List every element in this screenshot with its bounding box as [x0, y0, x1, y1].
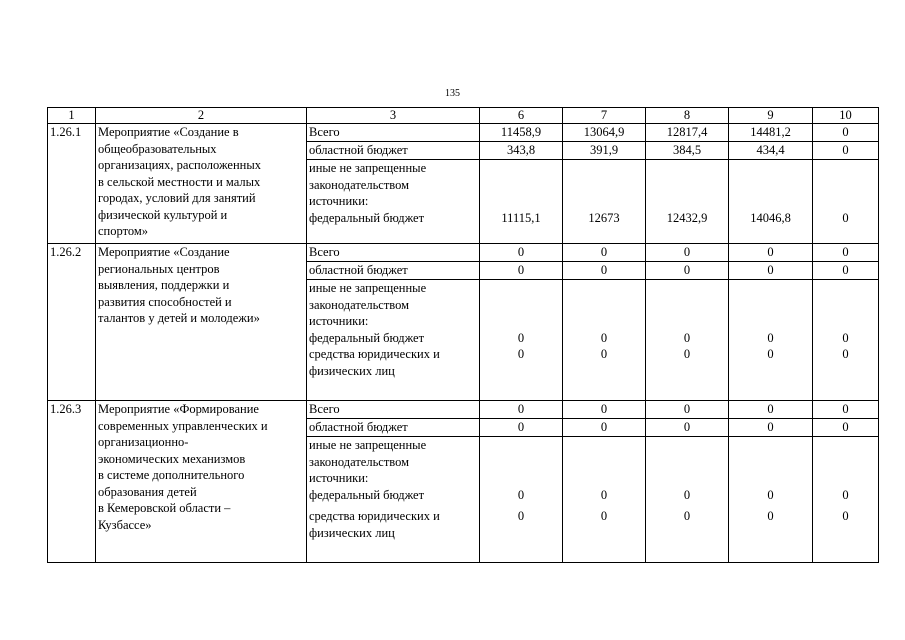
source-total-label: Всего: [307, 401, 480, 419]
cell-value: 0: [813, 244, 879, 262]
activity-name: Мероприятие «Создание региональных центров выявления, поддержки и развития способностей и талантов у детей и молодежи»: [96, 244, 307, 401]
cell-value: 12432,9: [646, 160, 729, 244]
page-number: 135: [445, 88, 460, 99]
cell-value: 12673: [563, 160, 646, 244]
cell-value: 0 0: [729, 280, 813, 401]
cell-value: 0: [729, 401, 813, 419]
cell-value: 0: [646, 401, 729, 419]
cell-value: 0: [813, 142, 879, 160]
cell-value: 0: [480, 401, 563, 419]
cell-value: 0: [563, 419, 646, 437]
cell-value: 0: [563, 262, 646, 280]
source-legal-label: средства юридических и: [309, 347, 440, 361]
cell-value: 0: [646, 419, 729, 437]
header-row: [48, 108, 879, 124]
cell-value: 11458,9: [480, 124, 563, 142]
source-regional-label: областной бюджет: [307, 142, 480, 160]
table-row: [48, 124, 879, 142]
source-regional-label: областной бюджет: [307, 419, 480, 437]
cell-value: 384,5: [646, 142, 729, 160]
cell-value: 0 0: [563, 437, 646, 563]
header-col-10: 10: [813, 108, 879, 124]
source-other: иные не запрещенные законодательством источники: федеральный бюджет средства юридических и физических лиц: [307, 437, 480, 563]
cell-value: 12817,4: [646, 124, 729, 142]
source-legal-label: средства юридических и: [309, 509, 440, 523]
cell-value: 0: [729, 419, 813, 437]
cell-value: 0: [563, 401, 646, 419]
cell-value: 0: [729, 244, 813, 262]
cell-value: 0 0: [646, 280, 729, 401]
activity-name: Мероприятие «Создание в общеобразовательных организациях, расположенных в сельской местности и малых городах, условий для занятий физической культурой и спортом»: [96, 124, 307, 244]
header-col-8: 8: [646, 108, 729, 124]
cell-value: 434,4: [729, 142, 813, 160]
table-row: [48, 401, 879, 419]
cell-value: 391,9: [563, 142, 646, 160]
cell-value: 0: [480, 262, 563, 280]
cell-value: 0: [646, 244, 729, 262]
header-col-9: 9: [729, 108, 813, 124]
source-total-label: Всего: [307, 244, 480, 262]
cell-value: 0 0: [729, 437, 813, 563]
source-total-label: Всего: [307, 124, 480, 142]
cell-value: 0: [480, 244, 563, 262]
cell-value: 0 0: [480, 437, 563, 563]
table-row: [48, 244, 879, 262]
cell-value: 0 0: [480, 280, 563, 401]
source-regional-label: областной бюджет: [307, 262, 480, 280]
cell-value: 343,8: [480, 142, 563, 160]
cell-value: 0: [563, 244, 646, 262]
activity-name: Мероприятие «Формирование современных управленческих и организационно- экономических механизмов в системе дополнительного образования детей в Кемеровской области – Кузбассе»: [96, 401, 307, 563]
cell-value: 0 0: [813, 280, 879, 401]
cell-value: 14481,2: [729, 124, 813, 142]
cell-value: 0: [646, 262, 729, 280]
row-code: 1.26.3: [48, 401, 96, 563]
header-col-7: 7: [563, 108, 646, 124]
header-col-3: 3: [307, 108, 480, 124]
cell-value: 0: [729, 262, 813, 280]
cell-value: 14046,8: [729, 160, 813, 244]
cell-value: 0 0: [813, 437, 879, 563]
cell-value: 0: [813, 401, 879, 419]
row-code: 1.26.1: [48, 124, 96, 244]
source-other: иные не запрещенные законодательством источники: федеральный бюджет средства юридических и физических лиц: [307, 280, 480, 401]
cell-value: 0 0: [563, 280, 646, 401]
cell-value: 0 0: [646, 437, 729, 563]
cell-value: 0: [813, 124, 879, 142]
header-col-2: 2: [96, 108, 307, 124]
budget-table: [47, 107, 879, 563]
source-federal-label: федеральный бюджет: [309, 210, 425, 225]
header-col-6: 6: [480, 108, 563, 124]
cell-value: 13064,9: [563, 124, 646, 142]
cell-value: 11115,1: [480, 160, 563, 244]
header-col-1: 1: [48, 108, 96, 124]
cell-value: 0: [480, 419, 563, 437]
cell-value: 0: [813, 419, 879, 437]
source-federal-label: федеральный бюджет: [309, 330, 425, 345]
cell-value: 0: [813, 262, 879, 280]
source-federal-label: федеральный бюджет: [309, 487, 425, 502]
source-other: иные не запрещенные законодательством источники: федеральный бюджет: [307, 160, 480, 244]
row-code: 1.26.2: [48, 244, 96, 401]
cell-value: 0: [813, 160, 879, 244]
